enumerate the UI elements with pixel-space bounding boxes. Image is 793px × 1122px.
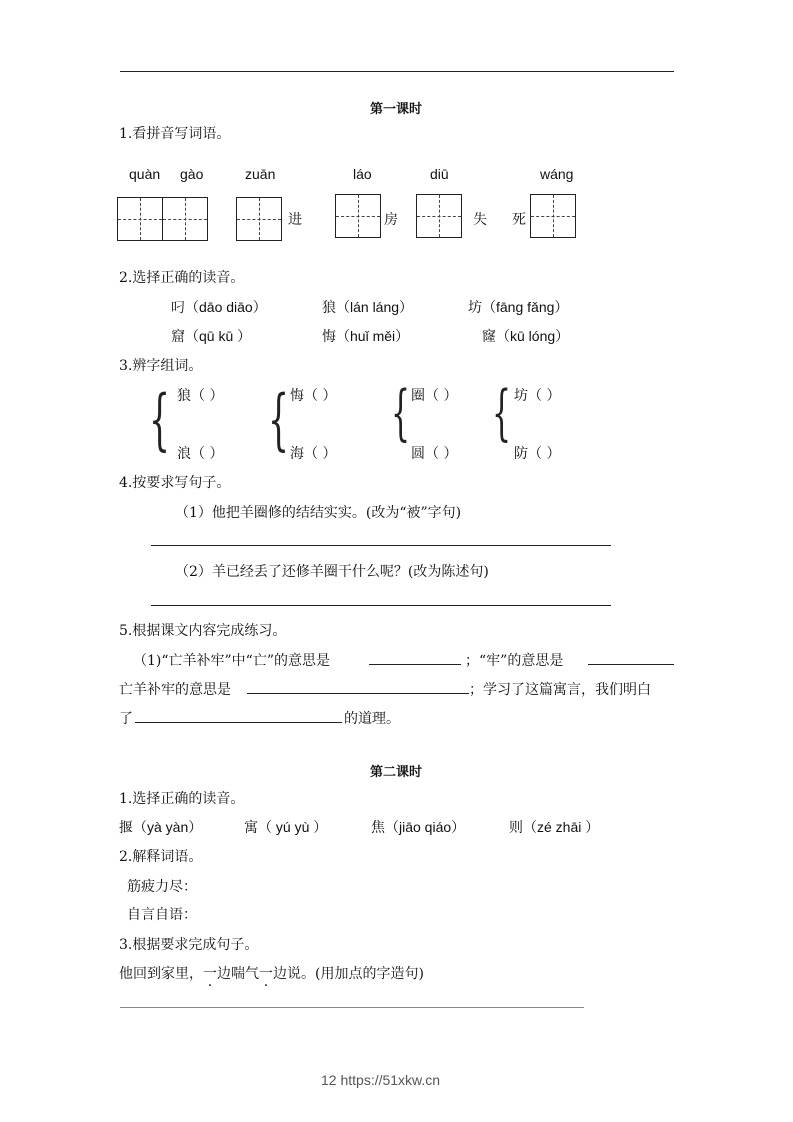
word-group-bottom: 海（ ） bbox=[290, 446, 337, 462]
char-si: 死 bbox=[512, 212, 526, 228]
writing-box-lao[interactable] bbox=[335, 194, 381, 238]
word-group-bottom: 防（ ） bbox=[514, 446, 561, 462]
brace-icon: { bbox=[268, 381, 289, 458]
writing-cell[interactable] bbox=[531, 195, 575, 237]
writing-cell[interactable] bbox=[118, 198, 162, 240]
pron-item: 叼（dāo diāo） bbox=[171, 299, 267, 315]
pinyin-lao: láo bbox=[353, 166, 372, 182]
q3-title: 3.辨字组词。 bbox=[119, 358, 203, 374]
term-1: 筋疲力尽： bbox=[127, 879, 197, 895]
writing-cell[interactable] bbox=[162, 198, 207, 240]
q2-title: 2.选择正确的读音。 bbox=[119, 270, 245, 286]
answer-line[interactable] bbox=[369, 664, 461, 665]
term-2: 自言自语： bbox=[127, 907, 197, 923]
q1-title: 1.看拼音写词语。 bbox=[119, 126, 231, 142]
pron-item: 悔（huǐ měi） bbox=[322, 328, 410, 344]
pron-item: 窿（kū lóng） bbox=[482, 328, 570, 344]
brace-icon: { bbox=[149, 381, 170, 458]
q4-sentence-1: （1）他把羊圈修的结结实实。(改为“被”字句) bbox=[175, 505, 462, 521]
dotted-char: 一 bbox=[259, 966, 273, 982]
pron-item: 窟（qū kū ） bbox=[171, 328, 252, 344]
answer-rule[interactable] bbox=[120, 1007, 584, 1008]
q5-text-1: （1)“亡羊补牢”中“亡”的意思是 bbox=[133, 653, 330, 669]
q5-title: 5.根据课文内容完成练习。 bbox=[119, 623, 287, 639]
pron-item: 坊（fāng fǎng） bbox=[468, 299, 569, 315]
word-group-top: 悔（ ） bbox=[290, 388, 337, 404]
pron-item: 狼（lán láng） bbox=[322, 299, 414, 315]
writing-cell[interactable] bbox=[237, 198, 281, 240]
pinyin-quan: quàn bbox=[129, 166, 161, 182]
word-group-top: 圈（ ） bbox=[411, 388, 458, 404]
q5-text-3: 亡羊补牢的意思是 bbox=[119, 682, 231, 698]
char-jin: 进 bbox=[288, 212, 302, 228]
q5-text-2: ；“牢”的意思是 bbox=[465, 653, 564, 669]
writing-box-diu[interactable] bbox=[416, 194, 462, 238]
pinyin-diu: diū bbox=[430, 166, 449, 182]
l2-q1-title: 1.选择正确的读音。 bbox=[119, 791, 245, 807]
char-shi: 失 bbox=[473, 212, 487, 228]
answer-line[interactable] bbox=[151, 545, 611, 546]
dotted-char: 一 bbox=[203, 966, 217, 982]
pron-item: 寓（ yú yù ） bbox=[244, 819, 328, 835]
answer-line[interactable] bbox=[247, 693, 469, 694]
pinyin-zuan: zuān bbox=[245, 166, 276, 182]
writing-cell[interactable] bbox=[417, 195, 461, 237]
q4-title: 4.按要求写句子。 bbox=[119, 475, 231, 491]
pron-item: 揠（yà yàn） bbox=[119, 819, 203, 835]
l2-q3-title: 3.根据要求完成句子。 bbox=[119, 937, 259, 953]
q5-text-5: 了 bbox=[119, 711, 133, 727]
answer-line[interactable] bbox=[135, 722, 342, 723]
pinyin-wang: wáng bbox=[540, 166, 574, 182]
sentence-part: 边说。(用加点的字造句) bbox=[273, 966, 424, 982]
top-rule bbox=[120, 71, 674, 72]
word-group-top: 坊（ ） bbox=[514, 388, 561, 404]
writing-cell[interactable] bbox=[336, 195, 380, 237]
pron-item: 则（zé zhāi ） bbox=[509, 819, 600, 835]
lesson1-title: 第一课时 bbox=[370, 102, 423, 117]
word-group-bottom: 圆（ ） bbox=[411, 446, 458, 462]
l2-q2-title: 2.解释词语。 bbox=[119, 849, 203, 865]
writing-box-zuan[interactable] bbox=[236, 197, 282, 241]
l2-q3-sentence bbox=[119, 963, 424, 983]
char-fang: 房 bbox=[384, 212, 398, 228]
q4-sentence-2: （2）羊已经丢了还修羊圈干什么呢？(改为陈述句) bbox=[175, 564, 489, 580]
pron-item: 焦（jiāo qiáo） bbox=[371, 819, 466, 835]
q5-text-6: 的道理。 bbox=[344, 711, 400, 727]
page-footer: 12 https://51xkw.cn bbox=[321, 1072, 441, 1088]
answer-line[interactable] bbox=[151, 605, 611, 606]
pinyin-gao: gào bbox=[180, 166, 204, 182]
writing-box-quangao[interactable] bbox=[117, 197, 208, 241]
word-group-bottom: 浪（ ） bbox=[177, 446, 224, 462]
brace-icon: { bbox=[492, 378, 512, 448]
word-group-top: 狼（ ） bbox=[177, 388, 224, 404]
writing-box-wang[interactable] bbox=[530, 194, 576, 238]
q5-text-4: ；学习了这篇寓言，我们明白 bbox=[469, 682, 651, 698]
brace-icon: { bbox=[391, 378, 411, 448]
lesson2-title: 第二课时 bbox=[370, 765, 423, 780]
sentence-part: 边喘气 bbox=[217, 966, 259, 982]
answer-line[interactable] bbox=[588, 664, 674, 665]
sentence-part: 他回到家里， bbox=[119, 966, 203, 982]
